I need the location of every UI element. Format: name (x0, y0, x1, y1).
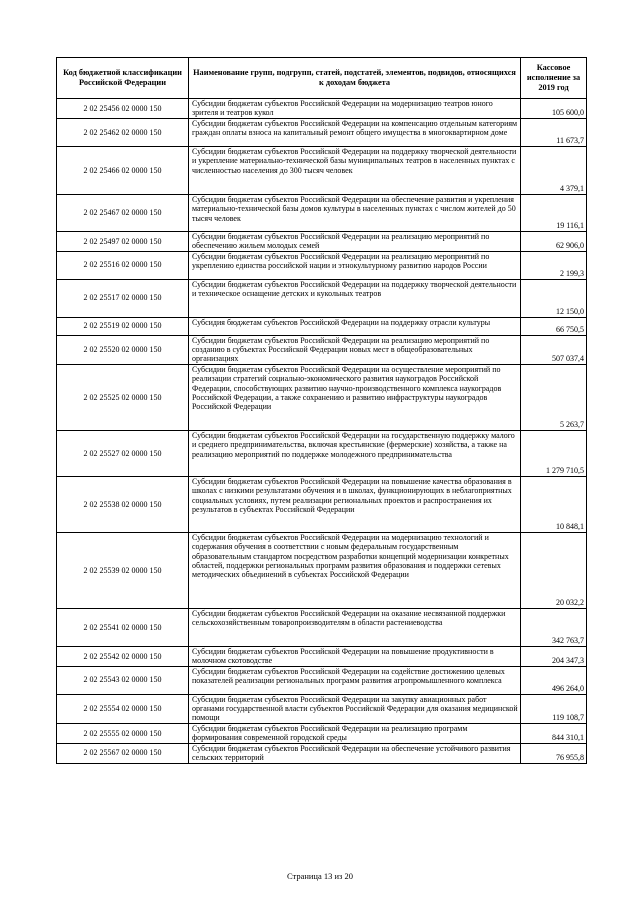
amount-cell: 204 347,3 (521, 646, 587, 666)
table-row (57, 666, 587, 694)
name-cell: Субсидии бюджетам субъектов Российской Федерации на содействие достижению целевых показателей реализации региональных программ развития агропромышленного комплекса (189, 666, 521, 694)
name-cell: Субсидии бюджетам субъектов Российской Федерации на компенсацию отдельным категориям граждан оплаты взноса на капитальный ремонт общего имущества в многоквартирном доме (189, 118, 521, 146)
budget-table-container (56, 57, 586, 764)
code-cell: 2 02 25517 02 0000 150 (57, 279, 189, 317)
amount-cell: 2 199,3 (521, 251, 587, 279)
code-cell: 2 02 25467 02 0000 150 (57, 194, 189, 231)
amount-cell: 62 906,0 (521, 231, 587, 251)
table-row (57, 231, 587, 251)
code-cell: 2 02 25541 02 0000 150 (57, 608, 189, 646)
code-cell: 2 02 25554 02 0000 150 (57, 694, 189, 723)
code-cell: 2 02 25538 02 0000 150 (57, 476, 189, 532)
name-cell: Субсидии бюджетам субъектов Российской Федерации на реализацию программ формирования современной городской среды (189, 723, 521, 743)
amount-cell: 844 310,1 (521, 723, 587, 743)
amount-cell: 119 108,7 (521, 694, 587, 723)
table-row (57, 608, 587, 646)
name-cell: Субсидии бюджетам субъектов Российской Федерации на поддержку творческой деятельности и техническое оснащение детских и кукольных театров (189, 279, 521, 317)
amount-cell: 5 263,7 (521, 364, 587, 430)
code-cell: 2 02 25466 02 0000 150 (57, 146, 189, 194)
amount-cell: 1 279 710,5 (521, 430, 587, 476)
table-row (57, 743, 587, 763)
amount-cell: 342 763,7 (521, 608, 587, 646)
name-cell: Субсидии бюджетам субъектов Российской Федерации на модернизацию технологий и содержания обучения в соответствии с новым федеральным государственным образовательным стандартом посредством разработки концепций модернизации конкретных областей, поддержки региональных программ развития образования и поддержки сетевых методических объединений в субъектах Российской Федерации (189, 532, 521, 608)
code-cell: 2 02 25520 02 0000 150 (57, 335, 189, 364)
name-cell: Субсидии бюджетам субъектов Российской Федерации на повышение качества образования в школах с низкими результатами обучения и в школах, функционирующих в неблагоприятных социальных условиях, путем реализации региональных проектов и распространения их результатов в субъектах Российской Федерации (189, 476, 521, 532)
amount-cell: 507 037,4 (521, 335, 587, 364)
amount-cell: 19 116,1 (521, 194, 587, 231)
amount-cell: 11 673,7 (521, 118, 587, 146)
code-cell: 2 02 25539 02 0000 150 (57, 532, 189, 608)
name-cell: Субсидии бюджетам субъектов Российской Федерации на обеспечение устойчивого развития сельских территорий (189, 743, 521, 763)
amount-cell: 76 955,8 (521, 743, 587, 763)
amount-cell: 4 379,1 (521, 146, 587, 194)
code-cell: 2 02 25567 02 0000 150 (57, 743, 189, 763)
table-row (57, 476, 587, 532)
code-cell: 2 02 25525 02 0000 150 (57, 364, 189, 430)
table-header-row (57, 58, 587, 99)
table-row (57, 118, 587, 146)
name-cell: Субсидии бюджетам субъектов Российской Федерации на оказание несвязанной поддержки сельскохозяйственным товаропроизводителям в области растениеводства (189, 608, 521, 646)
table-row (57, 146, 587, 194)
code-cell: 2 02 25543 02 0000 150 (57, 666, 189, 694)
amount-cell: 20 032,2 (521, 532, 587, 608)
budget-revenue-table (56, 57, 587, 764)
header-code: Код бюджетной классификации Российской Федерации (57, 58, 189, 99)
code-cell: 2 02 25462 02 0000 150 (57, 118, 189, 146)
table-row (57, 335, 587, 364)
code-cell: 2 02 25519 02 0000 150 (57, 317, 189, 335)
header-name: Наименование групп, подгрупп, статей, подстатей, элементов, подвидов, относящихся к доходам бюджета (189, 58, 521, 99)
code-cell: 2 02 25542 02 0000 150 (57, 646, 189, 666)
table-row (57, 251, 587, 279)
name-cell: Субсидии бюджетам субъектов Российской Федерации на реализацию мероприятий по созданию в субъектах Российской Федерации новых мест в общеобразовательных организациях (189, 335, 521, 364)
table-row (57, 317, 587, 335)
table-row (57, 364, 587, 430)
name-cell: Субсидии бюджетам субъектов Российской Федерации на осуществление мероприятий по реализации стратегий социально-экономического развития наукоградов Российской Федерации, способствующих развитию научно-производственного комплекса наукоградов Российской Федерации, а также сохранению и развитию инфраструктуры наукоградов Российской Федерации (189, 364, 521, 430)
amount-cell: 12 150,0 (521, 279, 587, 317)
amount-cell: 66 750,5 (521, 317, 587, 335)
name-cell: Субсидии бюджетам субъектов Российской Федерации на обеспечение развития и укрепления материально-технической базы домов культуры в населенных пунктах с числом жителей до 50 тысяч человек (189, 194, 521, 231)
table-row (57, 532, 587, 608)
header-amount: Кассовое исполнение за 2019 год (521, 58, 587, 99)
name-cell: Субсидии бюджетам субъектов Российской Федерации на государственную поддержку малого и среднего предпринимательства, включая крестьянские (фермерские) хозяйства, а также на реализацию мероприятий по поддержке молодежного предпринимательства (189, 430, 521, 476)
code-cell: 2 02 25456 02 0000 150 (57, 99, 189, 119)
name-cell: Субсидии бюджетам субъектов Российской Федерации на реализацию мероприятий по укреплению единства российской нации и этнокультурному развитию народов России (189, 251, 521, 279)
code-cell: 2 02 25497 02 0000 150 (57, 231, 189, 251)
table-row (57, 723, 587, 743)
name-cell: Субсидии бюджетам субъектов Российской Федерации на реализацию мероприятий по обеспечению жильем молодых семей (189, 231, 521, 251)
table-row (57, 194, 587, 231)
code-cell: 2 02 25516 02 0000 150 (57, 251, 189, 279)
table-row (57, 99, 587, 119)
code-cell: 2 02 25555 02 0000 150 (57, 723, 189, 743)
amount-cell: 496 264,0 (521, 666, 587, 694)
page-number: Страница 13 из 20 (286, 871, 354, 881)
name-cell: Субсидии бюджетам субъектов Российской Федерации на поддержку творческой деятельности и укрепление материально-технической базы муниципальных театров в населенных пунктах с численностью населения до 300 тысяч человек (189, 146, 521, 194)
table-row (57, 279, 587, 317)
table-row (57, 646, 587, 666)
table-row (57, 430, 587, 476)
amount-cell: 10 848,1 (521, 476, 587, 532)
table-row (57, 694, 587, 723)
amount-cell: 105 600,0 (521, 99, 587, 119)
name-cell: Субсидии бюджетам субъектов Российской Федерации на повышение продуктивности в молочном скотоводстве (189, 646, 521, 666)
code-cell: 2 02 25527 02 0000 150 (57, 430, 189, 476)
name-cell: Субсидия бюджетам субъектов Российской Федерации на поддержку отрасли культуры (189, 317, 521, 335)
name-cell: Субсидии бюджетам субъектов Российской Федерации на закупку авиационных работ органами государственной власти субъектов Российской Федерации для оказания медицинской помощи (189, 694, 521, 723)
name-cell: Субсидии бюджетам субъектов Российской Федерации на модернизацию театров юного зрителя и театров кукол (189, 99, 521, 119)
